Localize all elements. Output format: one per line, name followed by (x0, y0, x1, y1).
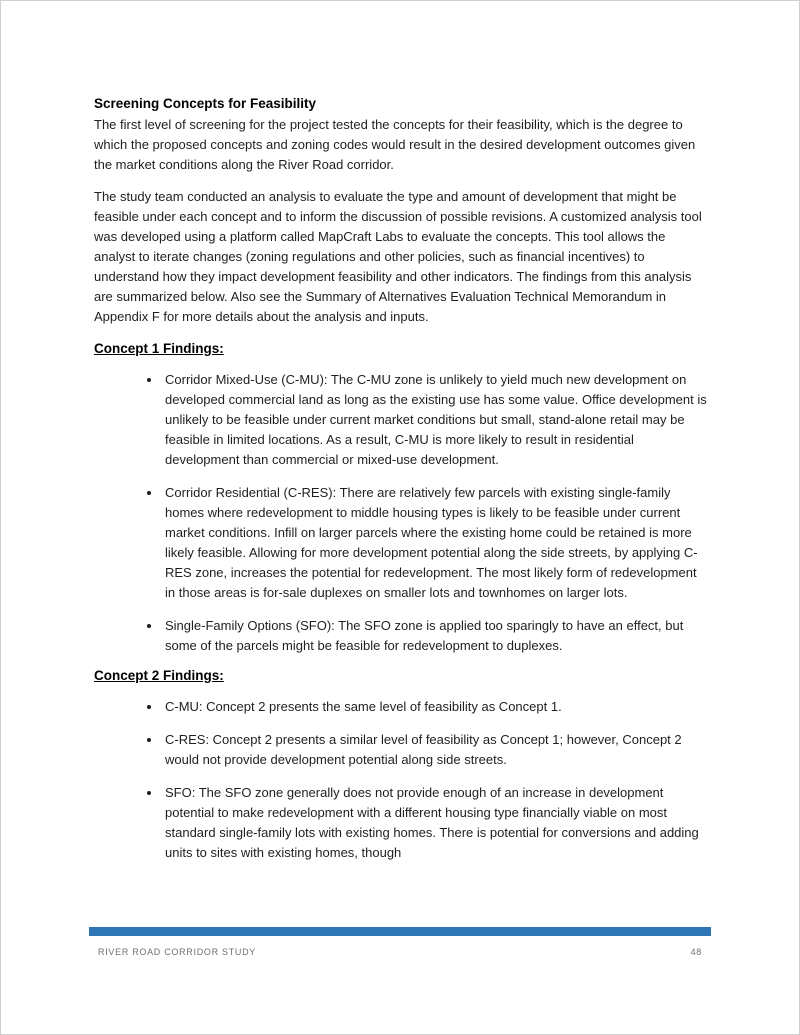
bullet-item-sfo: • SFO: The SFO zone generally does not provide enough of an increase in development potential to make redevelopment with a different housing type financially viable on most standard single-family lots with existing homes. There is potential for conversions and adding units to sites with existing homes, though (162, 783, 709, 863)
concept-2-findings-heading: Concept 2 Findings: (94, 667, 224, 683)
page-footer (98, 947, 702, 957)
page-content (94, 94, 709, 922)
concept-1-findings-heading: Concept 1 Findings: (94, 340, 224, 356)
bullet-item-cres: • C-RES: Concept 2 presents a similar level of feasibility as Concept 1; however, Concept 2 would not provide development potential along side streets. (162, 730, 709, 770)
concept-1-bullet-list (94, 370, 709, 656)
footer-document-title: RIVER ROAD CORRIDOR STUDY (98, 947, 257, 957)
concept-2-bullet-list (94, 697, 709, 863)
page-title: Screening Concepts for Feasibility (94, 96, 317, 111)
bullet-item-cres: • Corridor Residential (C-RES): There are relatively few parcels with existing single-family homes where redevelopment to middle housing types is likely to be feasible under current market conditions. Infill on larger parcels where the existing home could be retained is more likely feasible. Allowing for more development potential along the side streets, by applying C-RES zone, increases the potential for redevelopment. The most likely form of redevelopment in those areas is for-sale duplexes on smaller lots and townhomes on larger lots. (162, 483, 709, 603)
intro-paragraph-1: The first level of screening for the project tested the concepts for their feasibility, which is the degree to which the proposed concepts and zoning codes would result in the desired development outcomes given the market conditions along the River Road corridor. (94, 116, 696, 172)
footer-page-number: 48 (690, 947, 702, 957)
bullet-item-sfo: • Single-Family Options (SFO): The SFO zone is applied too sparingly to have an effect, but some of the parcels might be feasible for redevelopment to duplexes. (162, 616, 709, 656)
bullet-item-cmu: • Corridor Mixed-Use (C-MU): The C-MU zone is unlikely to yield much new development on developed commercial land as long as the existing use has some value. Office development is unlikely to be feasible under current market conditions but small, stand-alone retail may be feasible in limited locations. As a result, C-MU is more likely to result in residential development than commercial or mixed-use development. (162, 370, 709, 470)
footer-accent-bar (89, 927, 711, 936)
bullet-item-cmu: • C-MU: Concept 2 presents the same level of feasibility as Concept 1. (162, 697, 709, 717)
intro-paragraph-2: The study team conducted an analysis to evaluate the type and amount of development that might be feasible under each concept and to inform the discussion of possible revisions. A customized analysis tool was developed using a platform called MapCraft Labs to evaluate the concepts. This tool allows the analyst to iterate changes (zoning regulations and other policies, such as financial incentives) to understand how they impact development feasibility and other indicators. The findings from this analysis are summarized below. Also see the Summary of Alternatives Evaluation Technical Memorandum in Appendix F for more details about the analysis and inputs. (94, 188, 702, 324)
